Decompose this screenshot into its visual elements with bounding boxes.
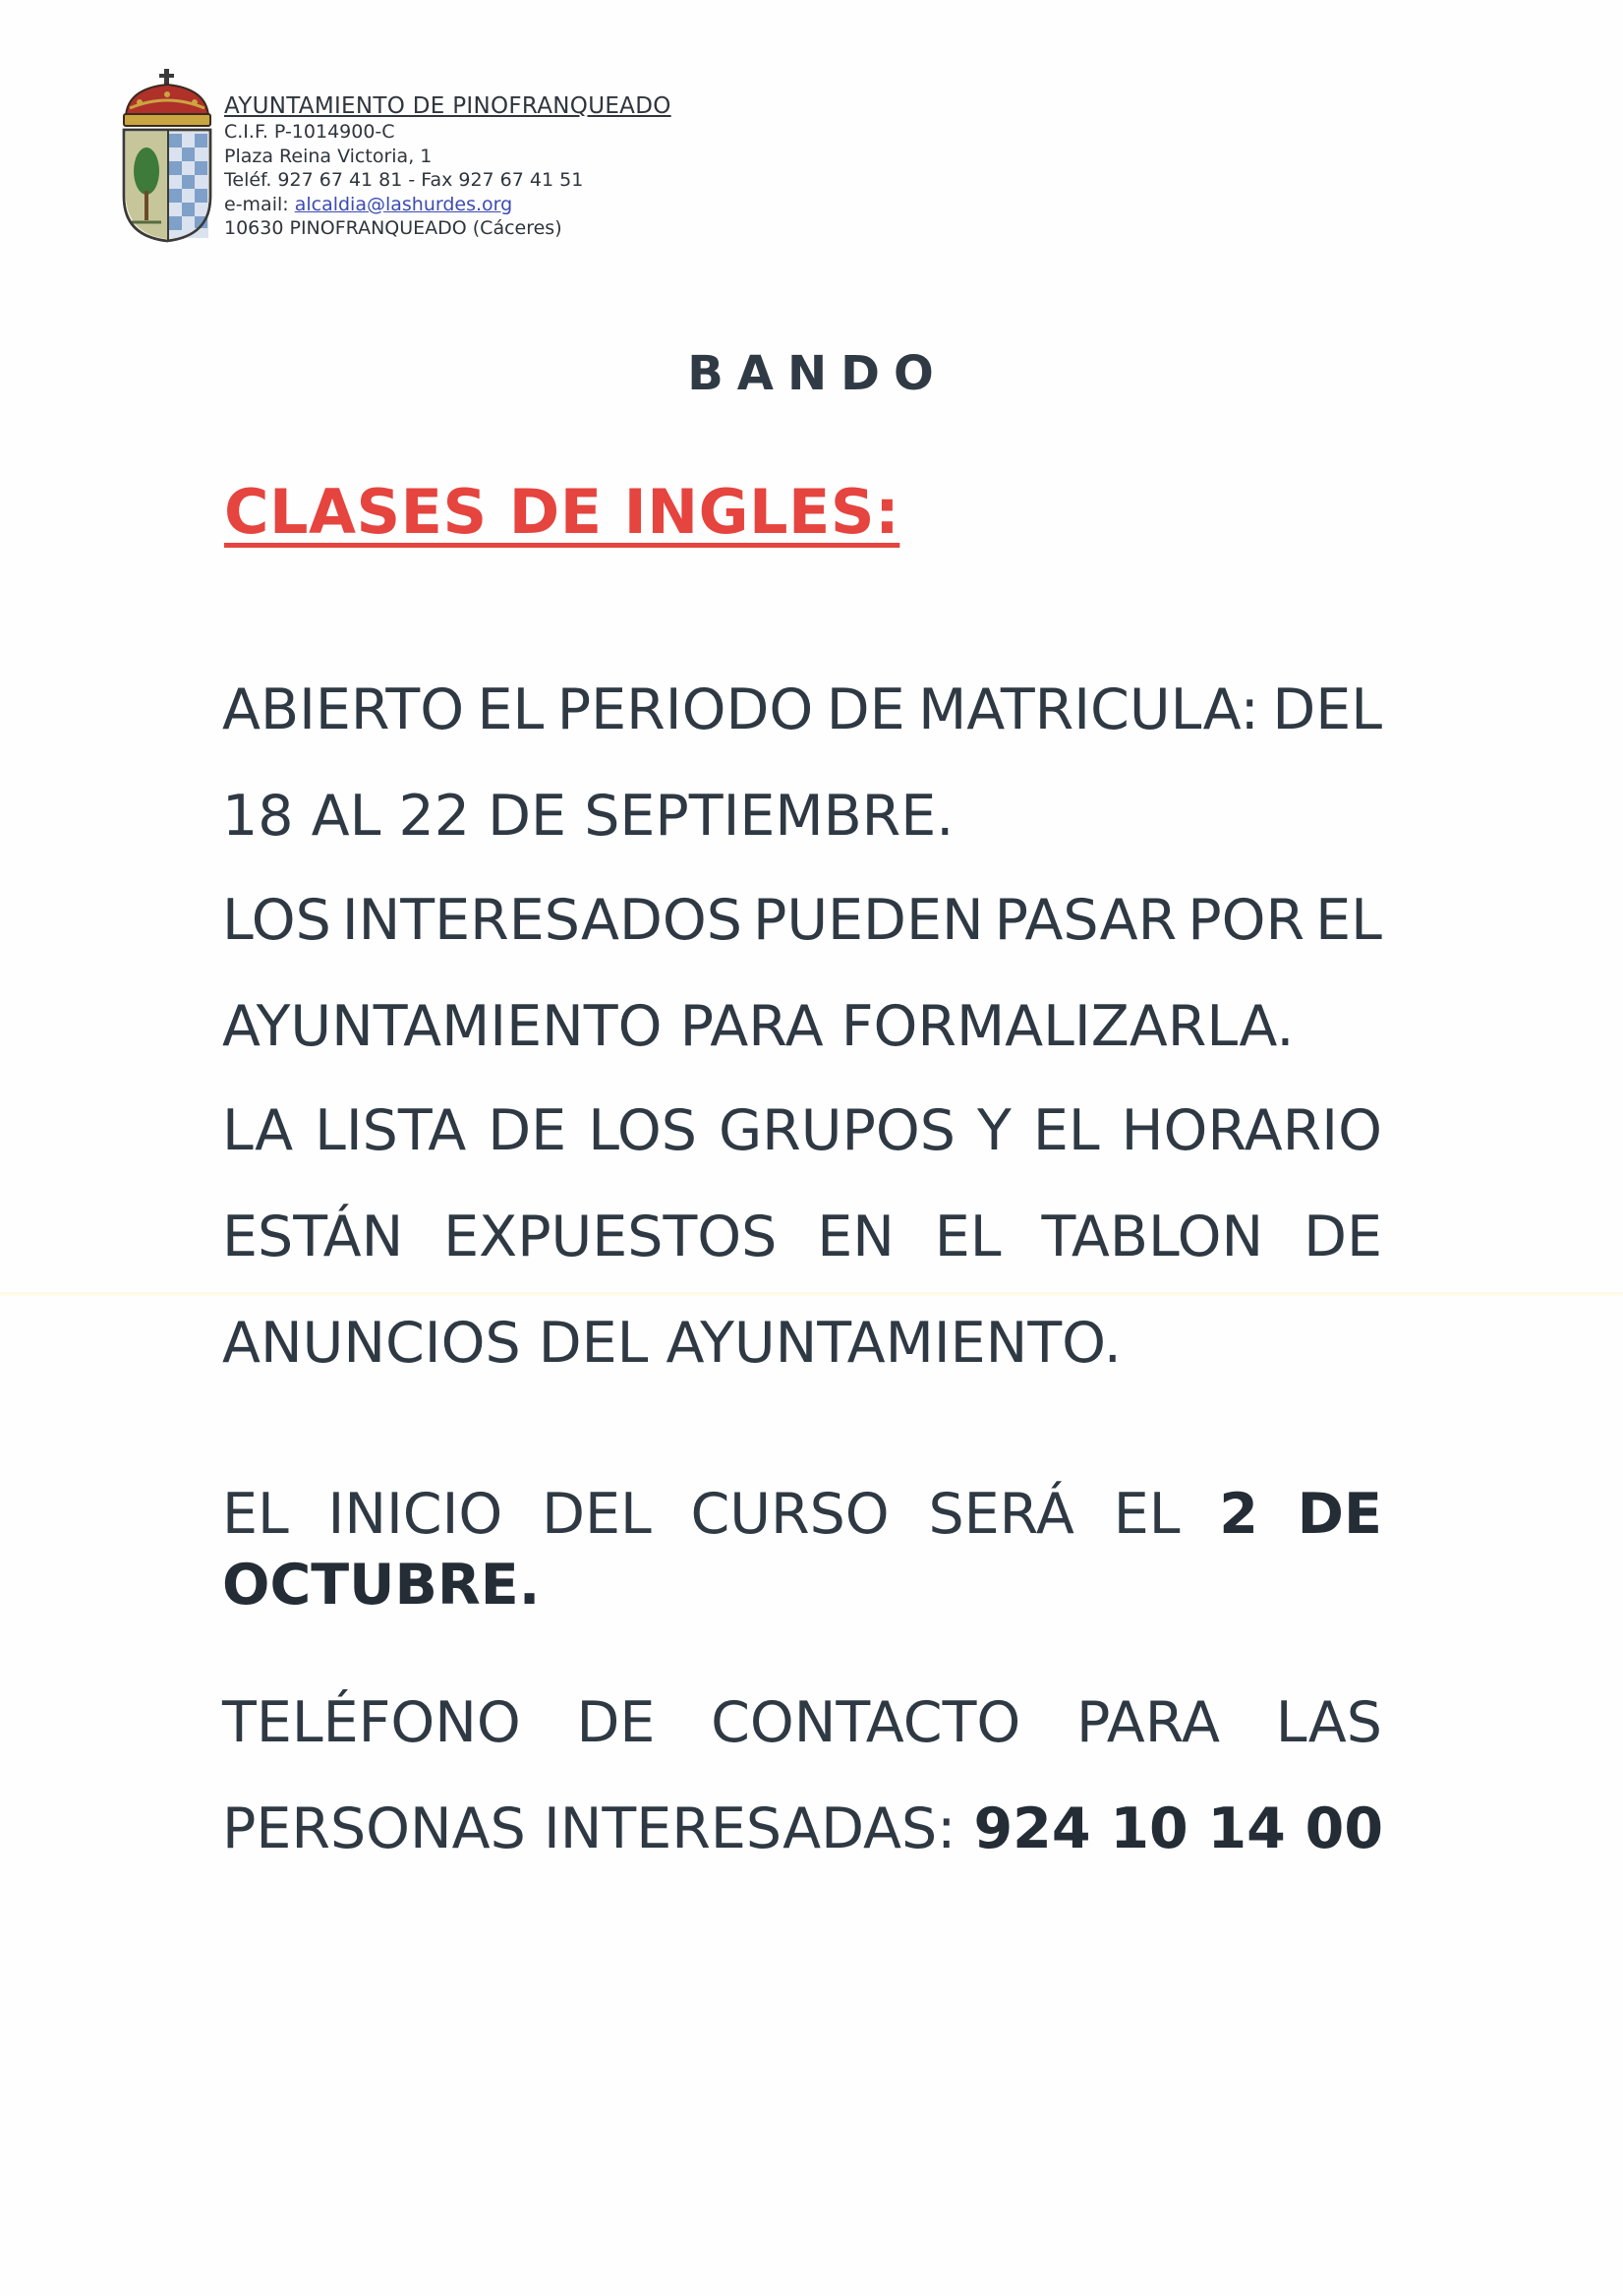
word: PASAR — [994, 888, 1178, 953]
paragraph-formalize — [222, 867, 1382, 1080]
paragraph-course-start — [222, 1479, 1382, 1620]
justified-line — [222, 1184, 1382, 1290]
word: MATRICULA: — [918, 677, 1259, 742]
justified-line — [222, 657, 1382, 763]
word: EL — [934, 1205, 1002, 1269]
word: PUEDEN — [752, 888, 984, 953]
word: EL — [477, 677, 545, 742]
letterhead — [118, 69, 806, 265]
word: EL — [1113, 1482, 1181, 1547]
word: DEL — [1272, 677, 1382, 742]
word: CONTACTO — [711, 1690, 1021, 1755]
phone-fax-line: Teléf. 927 67 41 81 - Fax 927 67 41 51 — [224, 169, 584, 191]
word: EN — [817, 1205, 895, 1269]
word: SERÁ — [928, 1482, 1074, 1547]
word: GRUPOS — [719, 1098, 956, 1163]
word: ESTÁN — [222, 1205, 404, 1269]
email-link[interactable]: alcaldia@lashurdes.org — [294, 193, 513, 215]
paper-fold — [0, 1292, 1623, 1296]
word: INICIO — [327, 1482, 503, 1547]
word: DE — [1297, 1482, 1382, 1547]
text-line: AYUNTAMIENTO PARA FORMALIZARLA. — [222, 994, 1295, 1059]
paragraph-groups — [222, 1078, 1382, 1396]
word: DE — [576, 1690, 656, 1755]
justified-line — [222, 867, 1382, 973]
address-line: Plaza Reina Victoria, 1 — [224, 145, 433, 167]
city-line: 10630 PINOFRANQUEADO (Cáceres) — [224, 217, 562, 239]
text-line: 18 AL 22 DE SEPTIEMBRE. — [222, 784, 955, 849]
word: DE — [488, 1098, 567, 1163]
word: EXPUESTOS — [443, 1205, 778, 1269]
word: LISTA — [315, 1098, 467, 1163]
word: LAS — [1275, 1690, 1382, 1755]
justified-line — [222, 1479, 1382, 1550]
word: LA — [222, 1098, 294, 1163]
word: DE — [1304, 1205, 1382, 1269]
email-line — [224, 193, 671, 217]
contact-phone: 924 10 14 00 — [973, 1796, 1383, 1861]
email-label: e-mail: — [224, 193, 295, 215]
headline: CLASES DE INGLES: — [224, 476, 900, 548]
word: HORARIO — [1121, 1098, 1382, 1163]
word: TELÉFONO — [222, 1690, 521, 1755]
word: INTERESADOS — [341, 888, 742, 953]
word: Y — [976, 1098, 1012, 1163]
word: LOS — [588, 1098, 697, 1163]
justified-line — [222, 1078, 1382, 1184]
letterhead-text — [224, 92, 671, 241]
text-line — [222, 1776, 1382, 1882]
word: EL — [1315, 888, 1382, 953]
paragraph-contact — [222, 1670, 1382, 1882]
organization-name: AYUNTAMIENTO DE PINOFRANQUEADO — [224, 93, 671, 119]
document-title: BANDO — [687, 346, 948, 401]
contact-label: PERSONAS INTERESADAS: — [222, 1796, 974, 1861]
word: PERIODO — [556, 677, 814, 742]
word: LOS — [222, 888, 331, 953]
start-day: 2 — [1219, 1482, 1258, 1547]
justified-line — [222, 1670, 1382, 1776]
word: DE — [826, 677, 905, 742]
word: POR — [1188, 888, 1305, 953]
word: EL — [222, 1482, 289, 1547]
paragraph-enrollment — [222, 657, 1382, 869]
word: TABLON — [1041, 1205, 1264, 1269]
word: CURSO — [690, 1482, 890, 1547]
word: PARA — [1076, 1690, 1221, 1755]
word: ABIERTO — [222, 677, 465, 742]
start-month: OCTUBRE. — [222, 1553, 541, 1618]
text-line: ANUNCIOS DEL AYUNTAMIENTO. — [222, 1311, 1122, 1376]
coat-of-arms-icon — [118, 69, 216, 246]
cif-line: C.I.F. P-1014900-C — [224, 121, 395, 143]
word: EL — [1032, 1098, 1100, 1163]
word: DEL — [542, 1482, 652, 1547]
